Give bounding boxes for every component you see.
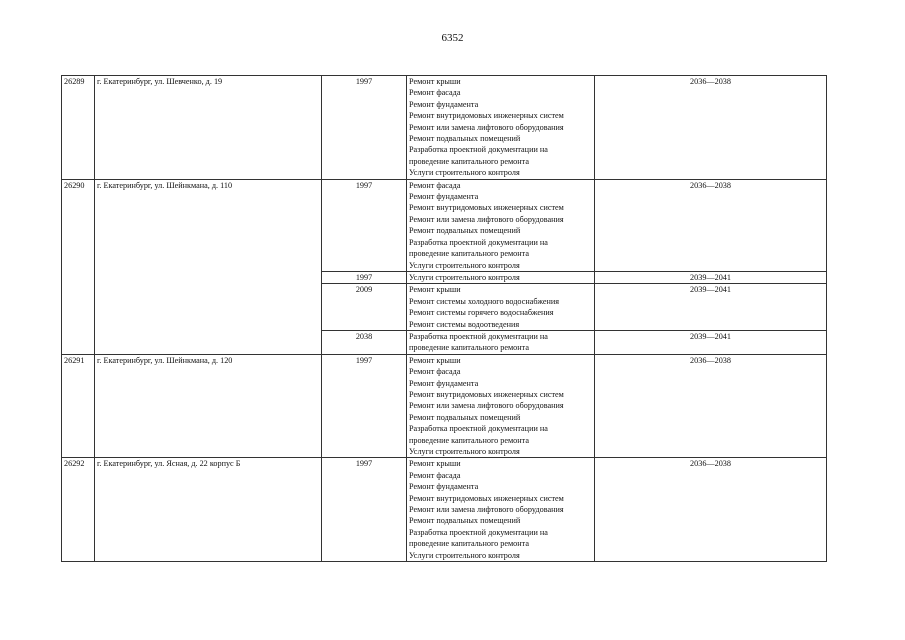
work-item: Ремонт фасада [409,88,461,98]
work-item: Ремонт фасада [409,470,461,480]
table-body [62,76,827,562]
work-item: Ремонт фундамента [409,378,479,388]
planned-period: 2036—2038 [595,354,827,458]
work-item: проведение капитального ремонта [409,156,529,166]
work-item: Ремонт или замена лифтового оборудования [409,401,564,411]
commission-year: 1997 [322,354,407,458]
work-item: Услуги строительного контроля [409,272,520,282]
work-item: Ремонт внутридомовых инженерных систем [409,203,564,213]
planned-period: 2036—2038 [595,458,827,562]
works-list [407,458,595,562]
work-item: Ремонт крыши [409,77,461,86]
work-item: Ремонт крыши [409,459,461,469]
entry-address: г. Екатеринбург, ул. Ясная, д. 22 корпус Б [95,458,322,562]
work-item: Ремонт или замена лифтового оборудования [409,122,564,132]
work-item: Ремонт системы водоотведения [409,319,520,329]
work-item: Разработка проектной документации на [409,237,548,247]
commission-year: 2009 [322,284,407,331]
commission-year: 2038 [322,330,407,354]
work-item: проведение капитального ремонта [409,435,529,445]
table-row [62,354,827,458]
work-item: Ремонт или замена лифтового оборудования [409,505,564,515]
work-item: Ремонт внутридомовых инженерных систем [409,389,564,399]
commission-year: 1997 [322,179,407,271]
table-row [62,76,827,180]
planned-period: 2039—2041 [595,271,827,283]
works-list [407,284,595,331]
work-item: Разработка проектной документации на [409,331,548,341]
page-number: 6352 [441,32,464,44]
table-row [62,179,827,271]
work-item: Разработка проектной документации на [409,527,548,537]
entry-number: 26289 [62,76,95,180]
work-item: Ремонт системы горячего водоснабжения [409,308,554,318]
commission-year: 1997 [322,271,407,283]
commission-year: 1997 [322,76,407,180]
table-row [62,458,827,562]
work-item: Ремонт крыши [409,355,461,365]
entry-number: 26291 [62,354,95,458]
work-item: проведение капитального ремонта [409,539,529,549]
work-item: Ремонт фасада [409,367,461,377]
work-item: Услуги строительного контроля [409,168,520,178]
planned-period: 2039—2041 [595,284,827,331]
work-item: Ремонт фасада [409,180,461,190]
works-list [407,271,595,283]
work-item: Ремонт подвальных помещений [409,226,521,236]
work-item: проведение капитального ремонта [409,249,529,259]
capital-repair-table [61,75,827,562]
work-item: Ремонт системы холодного водоснабжения [409,296,560,306]
work-item: Ремонт внутридомовых инженерных систем [409,111,564,121]
work-item: Ремонт фундамента [409,192,479,202]
planned-period: 2036—2038 [595,76,827,180]
works-list [407,179,595,271]
work-item: Ремонт подвальных помещений [409,412,521,422]
entry-address: г. Екатеринбург, ул. Шевченко, д. 19 [95,76,322,180]
work-item: Услуги строительного контроля [409,260,520,270]
work-item: проведение капитального ремонта [409,343,529,353]
work-item: Разработка проектной документации на [409,145,548,155]
work-item: Услуги строительного контроля [409,447,520,456]
entry-number: 26292 [62,458,95,562]
planned-period: 2036—2038 [595,179,827,271]
work-item: Разработка проектной документации на [409,424,548,434]
entry-number: 26290 [62,179,95,354]
work-item: Ремонт крыши [409,285,461,295]
entry-address: г. Екатеринбург, ул. Шейнкмана, д. 120 [95,354,322,458]
work-item: Ремонт фундамента [409,99,479,109]
work-item: Ремонт подвальных помещений [409,134,521,144]
work-item: Ремонт подвальных помещений [409,516,521,526]
work-item: Услуги строительного контроля [409,550,520,560]
work-item: Ремонт внутридомовых инженерных систем [409,493,564,503]
works-list [407,330,595,354]
works-list [407,76,595,180]
works-list [407,354,595,458]
commission-year: 1997 [322,458,407,562]
planned-period: 2039—2041 [595,330,827,354]
entry-address: г. Екатеринбург, ул. Шейнкмана, д. 110 [95,179,322,354]
work-item: Ремонт фундамента [409,482,479,492]
work-item: Ремонт или замена лифтового оборудования [409,214,564,224]
